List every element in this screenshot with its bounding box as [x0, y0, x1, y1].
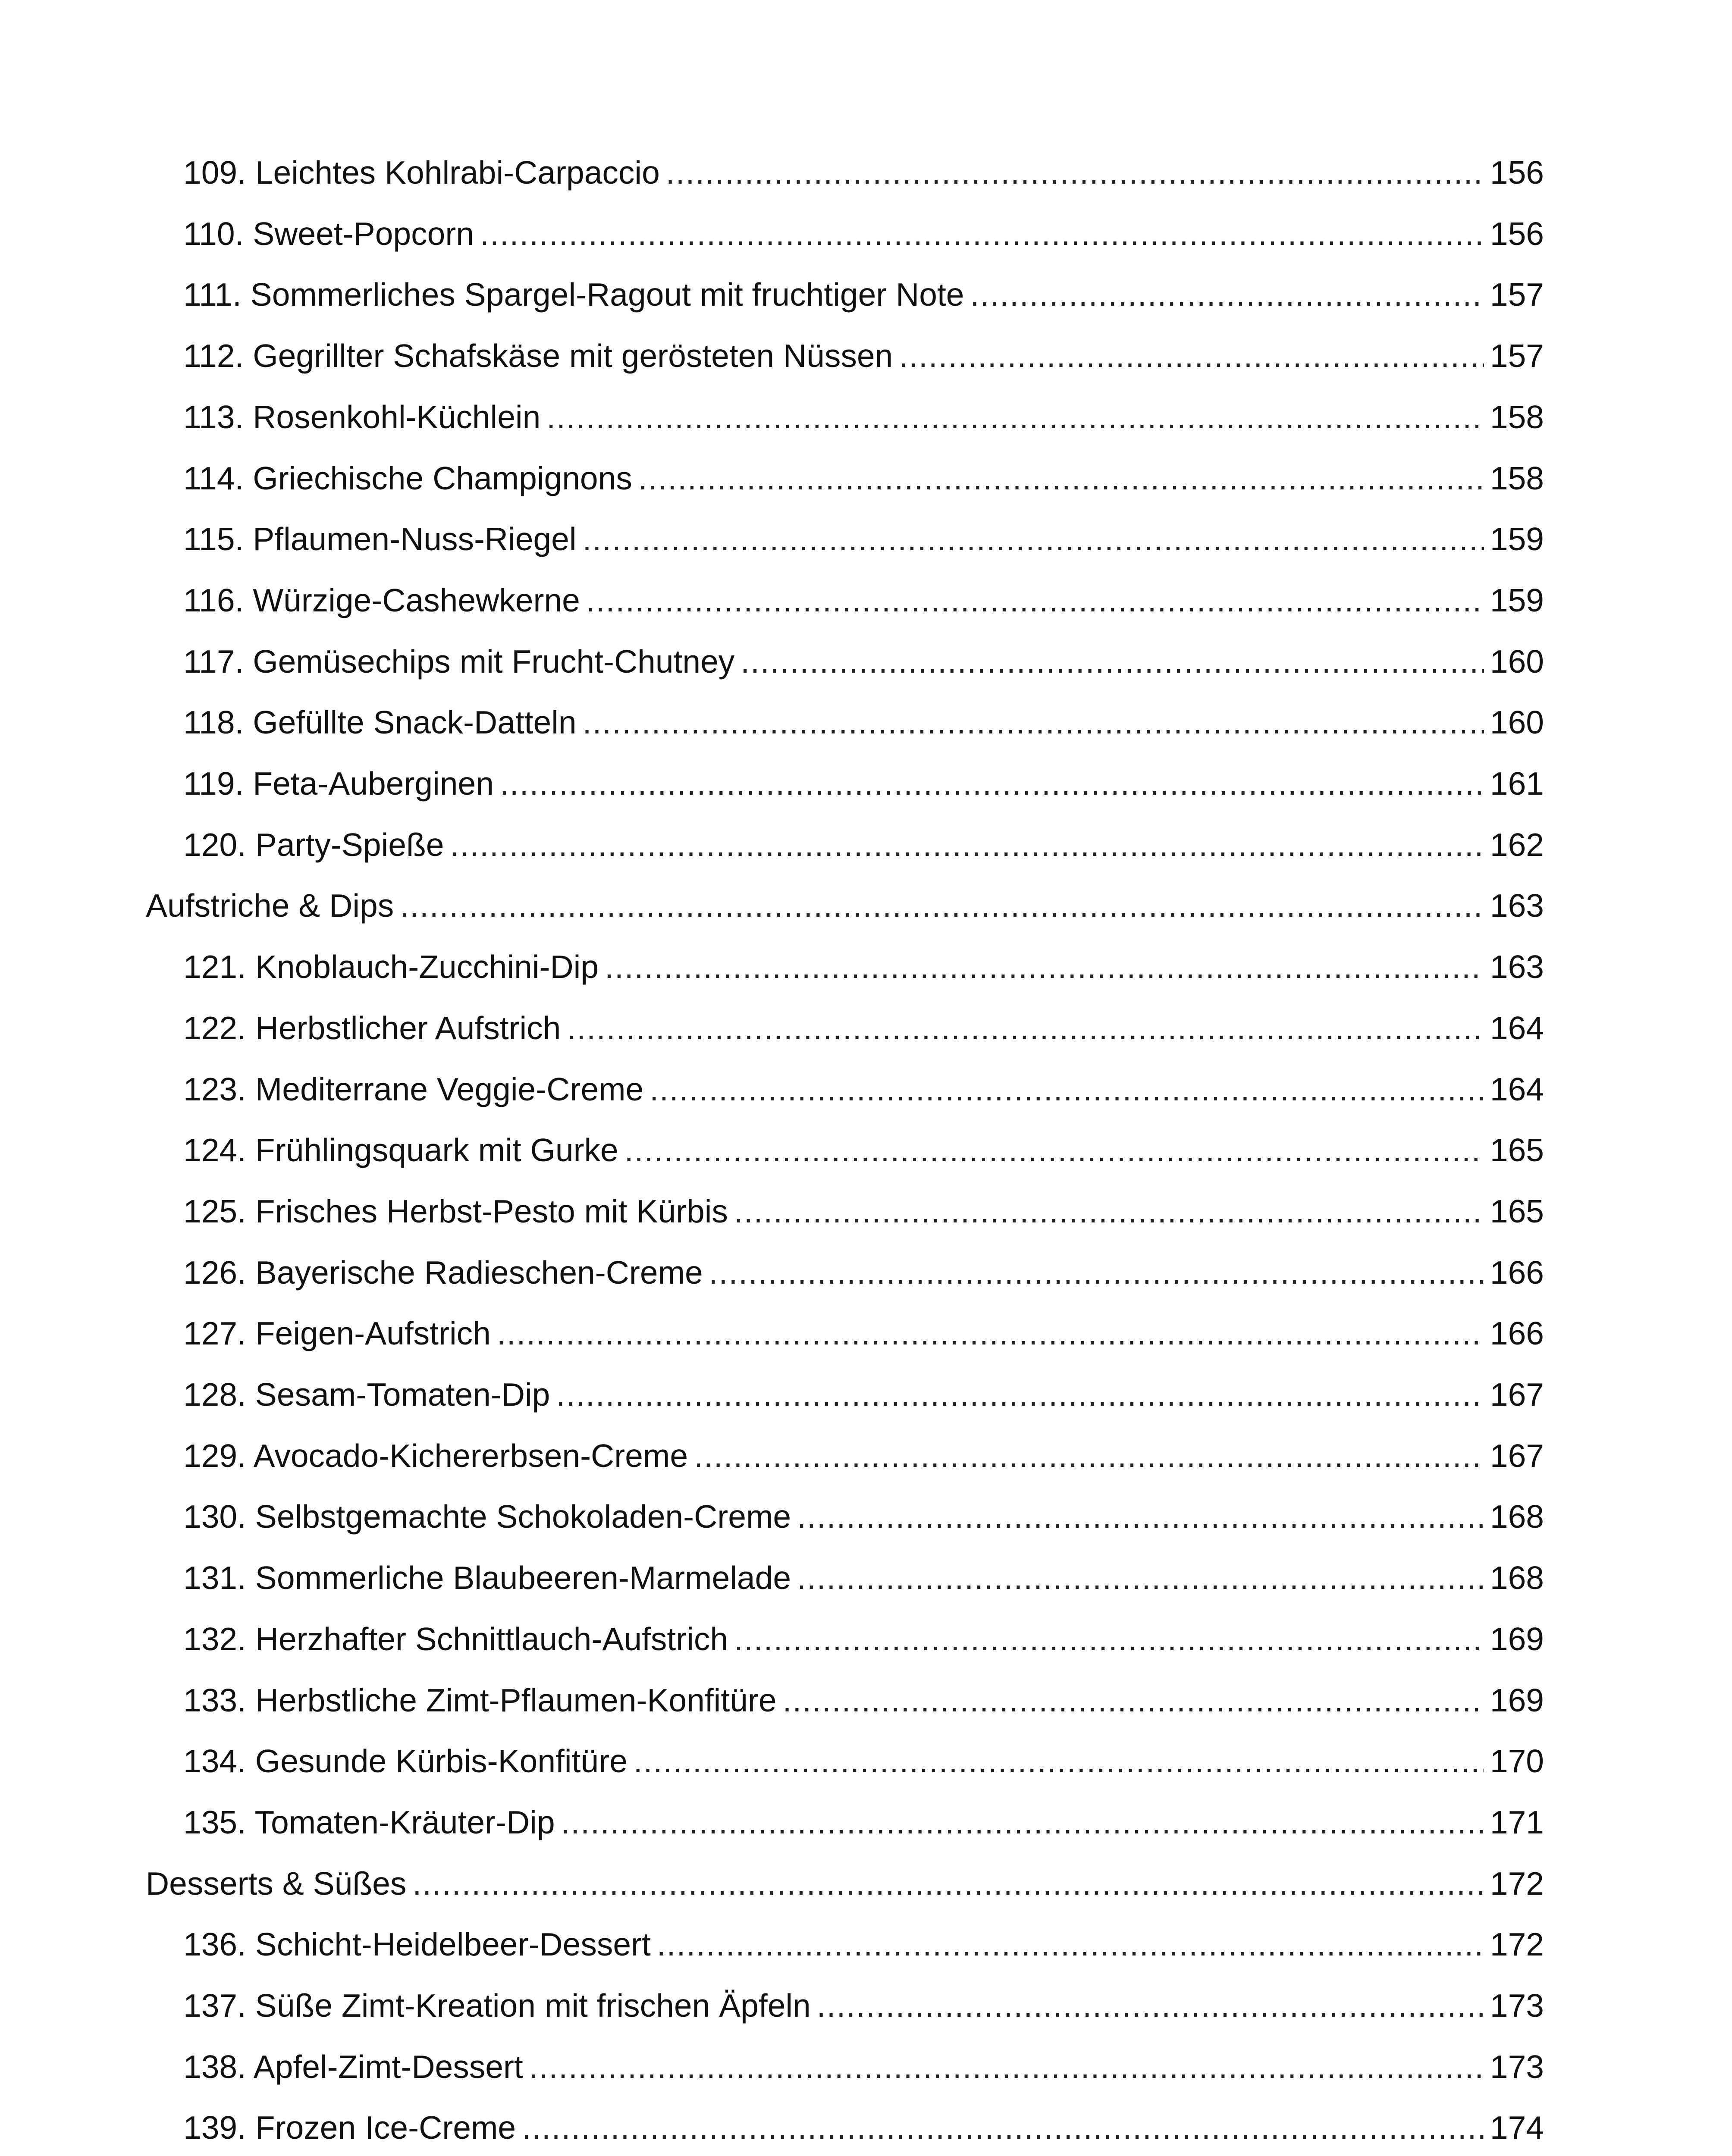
- toc-section-entry: [146, 1860, 1544, 1907]
- toc-entry: [183, 210, 1544, 257]
- toc-dot-leader: [546, 398, 1484, 436]
- toc-page-number: 169: [1490, 1620, 1544, 1657]
- toc-entry-title: 137. Süße Zimt-Kreation mit frischen Äpfeln: [183, 1987, 811, 2024]
- toc-page-number: 161: [1490, 765, 1544, 802]
- toc-entry-title: 134. Gesunde Kürbis-Konfitüre: [183, 1743, 628, 1780]
- toc-entry-title: 136. Schicht-Heidelbeer-Dessert: [183, 1926, 651, 1963]
- toc-dot-leader: [529, 2048, 1484, 2085]
- toc-page-number: 157: [1490, 276, 1544, 313]
- toc-page-number: 164: [1490, 1009, 1544, 1046]
- toc-dot-leader: [583, 704, 1484, 741]
- toc-entry-title: 138. Apfel-Zimt-Dessert: [183, 2048, 523, 2085]
- toc-entry-title: 115. Pflaumen-Nuss-Riegel: [183, 521, 577, 558]
- toc-entry: [183, 271, 1544, 318]
- toc-entry-title: 127. Feigen-Aufstrich: [183, 1315, 491, 1352]
- toc-page-number: 166: [1490, 1254, 1544, 1291]
- toc-entry: [183, 454, 1544, 502]
- toc-entry-title: 128. Sesam-Tomaten-Dip: [183, 1376, 550, 1413]
- toc-entry: [183, 1554, 1544, 1601]
- toc-entry: [183, 577, 1544, 624]
- toc-entry: [183, 1371, 1544, 1418]
- toc-entry-title: 113. Rosenkohl-Küchlein: [183, 398, 541, 435]
- toc-entry-title: 117. Gemüsechips mit Frucht-Chutney: [183, 643, 735, 680]
- toc-dot-leader: [480, 215, 1484, 252]
- toc-dot-leader: [412, 1865, 1484, 1902]
- toc-entry-title: 123. Mediterrane Veggie-Creme: [183, 1071, 644, 1107]
- toc-entry-title: 119. Feta-Auberginen: [183, 765, 494, 802]
- toc-dot-leader: [694, 1437, 1484, 1474]
- toc-entry: [183, 760, 1544, 807]
- toc-entry: [183, 1432, 1544, 1479]
- toc-page-number: 156: [1490, 154, 1544, 191]
- toc-entry-title: 118. Gefüllte Snack-Datteln: [183, 704, 577, 741]
- toc-entry-title: 111. Sommerliches Spargel-Ragout mit fruchtiger Note: [183, 276, 964, 313]
- toc-page-number: 171: [1490, 1804, 1544, 1840]
- toc-entry-title: Aufstriche & Dips: [146, 887, 394, 924]
- toc-page-number: 168: [1490, 1560, 1544, 1596]
- toc-entry-title: 131. Sommerliche Blaubeeren-Marmelade: [183, 1560, 791, 1596]
- toc-page-number: 167: [1490, 1376, 1544, 1413]
- toc-entry-title: 110. Sweet-Popcorn: [183, 215, 474, 252]
- toc-entry: [183, 393, 1544, 441]
- toc-page-number: 158: [1490, 398, 1544, 435]
- toc-entry: [183, 1615, 1544, 1663]
- toc-page-number: 156: [1490, 215, 1544, 252]
- toc-entry: [183, 1249, 1544, 1296]
- toc-entry-title: 139. Frozen Ice-Creme: [183, 2109, 516, 2146]
- toc-entry-title: 126. Bayerische Radieschen-Creme: [183, 1254, 703, 1291]
- toc-page-number: 165: [1490, 1132, 1544, 1169]
- toc-dot-leader: [497, 1315, 1484, 1352]
- toc-dot-leader: [783, 1682, 1484, 1719]
- toc-dot-leader: [522, 2109, 1484, 2146]
- toc-entry: [183, 943, 1544, 990]
- toc-entry-title: 133. Herbstliche Zimt-Pflaumen-Konfitüre: [183, 1682, 777, 1718]
- toc-dot-leader: [624, 1131, 1484, 1169]
- toc-page-number: 160: [1490, 643, 1544, 680]
- toc-page-number: 163: [1490, 949, 1544, 985]
- toc-page-number: 166: [1490, 1315, 1544, 1352]
- toc-page-number: 172: [1490, 1926, 1544, 1963]
- toc-dot-leader: [797, 1498, 1484, 1535]
- toc-section-entry: [146, 882, 1544, 929]
- toc-dot-leader: [638, 460, 1484, 497]
- toc-dot-leader: [450, 826, 1484, 863]
- toc-dot-leader: [970, 276, 1484, 313]
- toc-dot-leader: [650, 1071, 1484, 1108]
- toc-page-number: 158: [1490, 460, 1544, 496]
- toc-page-number: 173: [1490, 2048, 1544, 2085]
- toc-entry-title: Desserts & Süßes: [146, 1865, 407, 1902]
- toc-page-number: 157: [1490, 338, 1544, 374]
- toc-page-number: 165: [1490, 1193, 1544, 1229]
- toc-entry: [183, 1921, 1544, 1968]
- toc-entry: [183, 1004, 1544, 1052]
- toc-entry: [183, 1982, 1544, 2029]
- toc-dot-leader: [657, 1926, 1484, 1963]
- toc-page-number: 164: [1490, 1071, 1544, 1107]
- toc-entry: [183, 1126, 1544, 1174]
- toc-dot-leader: [734, 1193, 1484, 1230]
- toc-page-number: 173: [1490, 1987, 1544, 2024]
- toc-page-number: 169: [1490, 1682, 1544, 1718]
- toc-entry-title: 124. Frühlingsquark mit Gurke: [183, 1132, 618, 1169]
- toc-entry-title: 125. Frisches Herbst-Pesto mit Kürbis: [183, 1193, 728, 1229]
- toc-dot-leader: [734, 1620, 1484, 1658]
- toc-page-number: 170: [1490, 1743, 1544, 1780]
- toc-dot-leader: [561, 1804, 1484, 1841]
- toc-entry: [183, 149, 1544, 196]
- toc-entry: [183, 1799, 1544, 1846]
- toc-dot-leader: [567, 1009, 1484, 1047]
- toc-page-number: 174: [1490, 2109, 1544, 2146]
- toc-entry-title: 135. Tomaten-Kräuter-Dip: [183, 1804, 555, 1840]
- toc-dot-leader: [740, 643, 1484, 680]
- toc-entry-title: 121. Knoblauch-Zucchini-Dip: [183, 949, 599, 985]
- toc-entry: [183, 515, 1544, 563]
- toc-page-number: 172: [1490, 1865, 1544, 1902]
- toc-entry-title: 129. Avocado-Kichererbsen-Creme: [183, 1437, 688, 1474]
- toc-entry-title: 132. Herzhafter Schnittlauch-Aufstrich: [183, 1620, 728, 1657]
- toc-entry: [183, 332, 1544, 379]
- toc-entry: [183, 1493, 1544, 1540]
- toc-dot-leader: [556, 1376, 1484, 1413]
- toc-page-number: 163: [1490, 887, 1544, 924]
- toc-dot-leader: [400, 887, 1484, 924]
- toc-dot-leader: [666, 154, 1484, 191]
- toc-entry: [183, 1065, 1544, 1113]
- toc-dot-leader: [583, 520, 1484, 558]
- toc-entry: [183, 1188, 1544, 1235]
- toc-dot-leader: [500, 765, 1484, 802]
- toc-entry: [183, 1310, 1544, 1357]
- toc-entry-title: 112. Gegrillter Schafskäse mit gerösteten Nüssen: [183, 338, 893, 374]
- toc-entry: [183, 1737, 1544, 1785]
- toc-dot-leader: [899, 337, 1484, 374]
- toc-entry: [183, 1677, 1544, 1724]
- toc-entry: [183, 2104, 1544, 2151]
- toc-page-number: 162: [1490, 826, 1544, 863]
- toc-entry: [183, 638, 1544, 685]
- toc-dot-leader: [797, 1559, 1484, 1596]
- toc-dot-leader: [605, 948, 1484, 985]
- toc-page-number: 159: [1490, 521, 1544, 558]
- toc-dot-leader: [586, 582, 1484, 619]
- toc-dot-leader: [634, 1742, 1484, 1780]
- toc-entry-title: 122. Herbstlicher Aufstrich: [183, 1009, 561, 1046]
- toc-entry-title: 116. Würzige-Cashewkerne: [183, 582, 580, 618]
- toc-page-number: 159: [1490, 582, 1544, 618]
- toc-page-number: 160: [1490, 704, 1544, 741]
- toc-page-number: 167: [1490, 1437, 1544, 1474]
- toc-entry-title: 130. Selbstgemachte Schokoladen-Creme: [183, 1498, 791, 1535]
- toc-entry-title: 120. Party-Spieße: [183, 826, 444, 863]
- toc-entry-title: 109. Leichtes Kohlrabi-Carpaccio: [183, 154, 660, 191]
- toc-dot-leader: [817, 1987, 1484, 2024]
- toc-page-number: 168: [1490, 1498, 1544, 1535]
- toc-entry: [183, 699, 1544, 746]
- toc-entry-title: 114. Griechische Champignons: [183, 460, 632, 496]
- toc-entry: [183, 2043, 1544, 2090]
- toc-entry: [183, 821, 1544, 868]
- toc-dot-leader: [709, 1254, 1484, 1291]
